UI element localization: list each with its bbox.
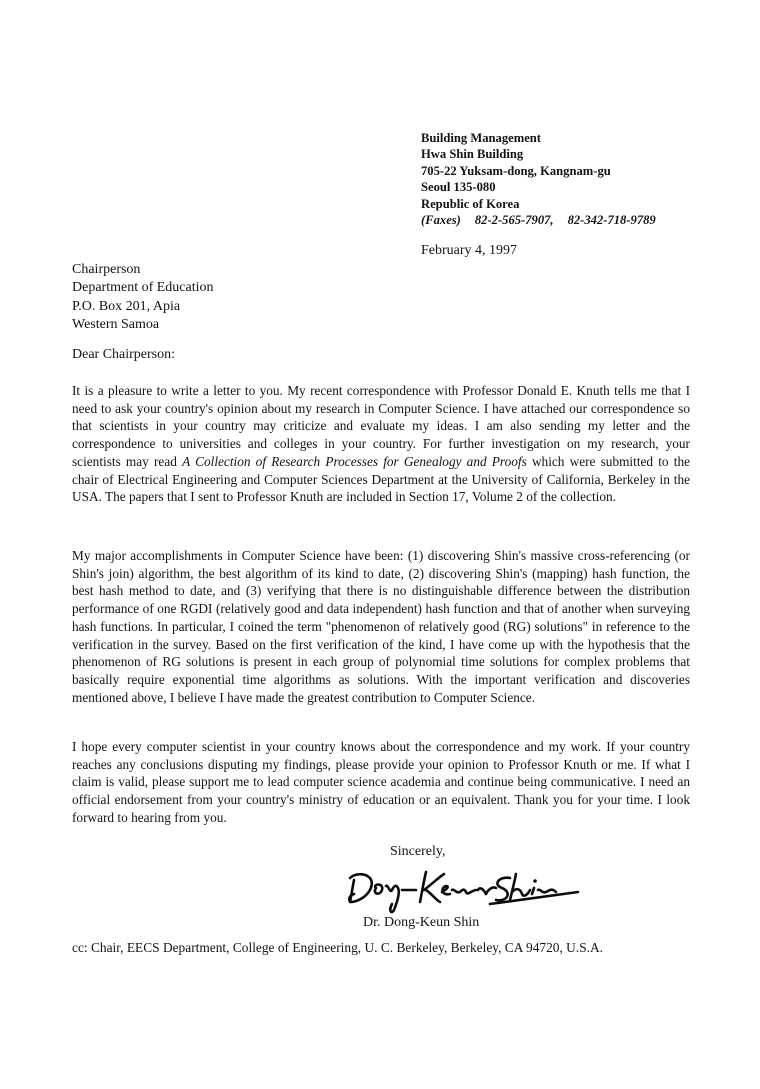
sender-address-block <box>421 130 751 228</box>
salutation: Dear Chairperson: <box>72 347 176 362</box>
sender-line-country: Republic of Korea <box>421 196 520 211</box>
sender-line-city: Seoul 135-080 <box>421 180 496 195</box>
recipient-line-country: Western Samoa <box>72 317 160 333</box>
sender-line-building: Hwa Shin Building <box>421 147 524 162</box>
sender-fax-line <box>421 212 751 228</box>
recipient-line-po-box: P.O. Box 201, Apia <box>72 298 181 314</box>
fax-number-2: 82-342-718-9789 <box>567 213 656 228</box>
collection-title: A Collection of Research Processes for Genealogy and Proofs <box>182 453 527 469</box>
complimentary-close: Sincerely, <box>390 844 446 859</box>
recipient-line-title: Chairperson <box>72 262 141 277</box>
sender-line-organization: Building Management <box>421 131 542 145</box>
sender-line-street: 705-22 Yuksam-dong, Kangnam-gu <box>421 163 611 178</box>
paragraph-1-text-a: It is a pleasure to write a letter to you. My recent correspondence with Professor Donald E. Knuth tells me that I need to ask your country's opinion about my research in Computer Science. I have attached our correspondence so that scientists in your country may criticize and evaluate my ideas. I am also sending my letter and the correspondence to universities and colleges in your country. For further investigation on my research, your scientists may read <box>72 383 690 469</box>
carbon-copy-line: cc: Chair, EECS Department, College of Engineering, U. C. Berkeley, Berkeley, CA 94720, U.S.A. <box>72 940 604 955</box>
paragraph-1-text-b: which were submitted to the chair of Electrical Engineering and Computer Sciences Department at the University of California, Berkeley in the USA. The papers that I sent to Professor Knuth are included in Section 17, Volume 2 of the collection. <box>72 453 690 505</box>
fax-number-1: 82-2-565-7907, <box>474 213 554 228</box>
body-paragraph-2: My major accomplishments in Computer Science have been: (1) discovering Shin's massive cross-referencing (or Shin's join) algorithm, the best algorithm of its kind to date, (2) discovering Shin's (mapping) hash function, the best hash method to date, and (3) verifying that there is no distinguishable difference between the distribution performance of one RGDI (relatively good and data independent) hash function and that of another when surveying hash functions. In particular, I coined the term "phenomenon of relatively good (RG) solutions" in reference to the verification in the survey. Based on the first verification of the kind, I have come up with the hypothesis that the phenomenon of RG solutions is present in each group of polynomial time solutions for complex problems that basically require exponential time algorithms as solutions. With the important verification and discoveries mentioned above, I believe I have made the greatest contribution to Computer Science. <box>72 548 690 705</box>
body-paragraph-1 <box>72 382 690 506</box>
letter-date: February 4, 1997 <box>421 243 518 258</box>
recipient-address-block <box>72 261 214 335</box>
body-paragraph-3: I hope every computer scientist in your country knows about the correspondence and my work. If your country reaches any conclusions disputing my findings, please provide your opinion to Professor Knuth or me. If what I claim is valid, please support me to lead computer science academia and continue being communicative. I need an official endorsement from your country's ministry of education or an equivalent. Thank you for your time. I look forward to hearing from you. <box>72 739 690 825</box>
fax-label: (Faxes) <box>421 213 461 228</box>
handwritten-signature <box>340 860 590 916</box>
recipient-line-department: Department of Education <box>72 280 214 296</box>
signer-name: Dr. Dong-Keun Shin <box>363 915 480 930</box>
